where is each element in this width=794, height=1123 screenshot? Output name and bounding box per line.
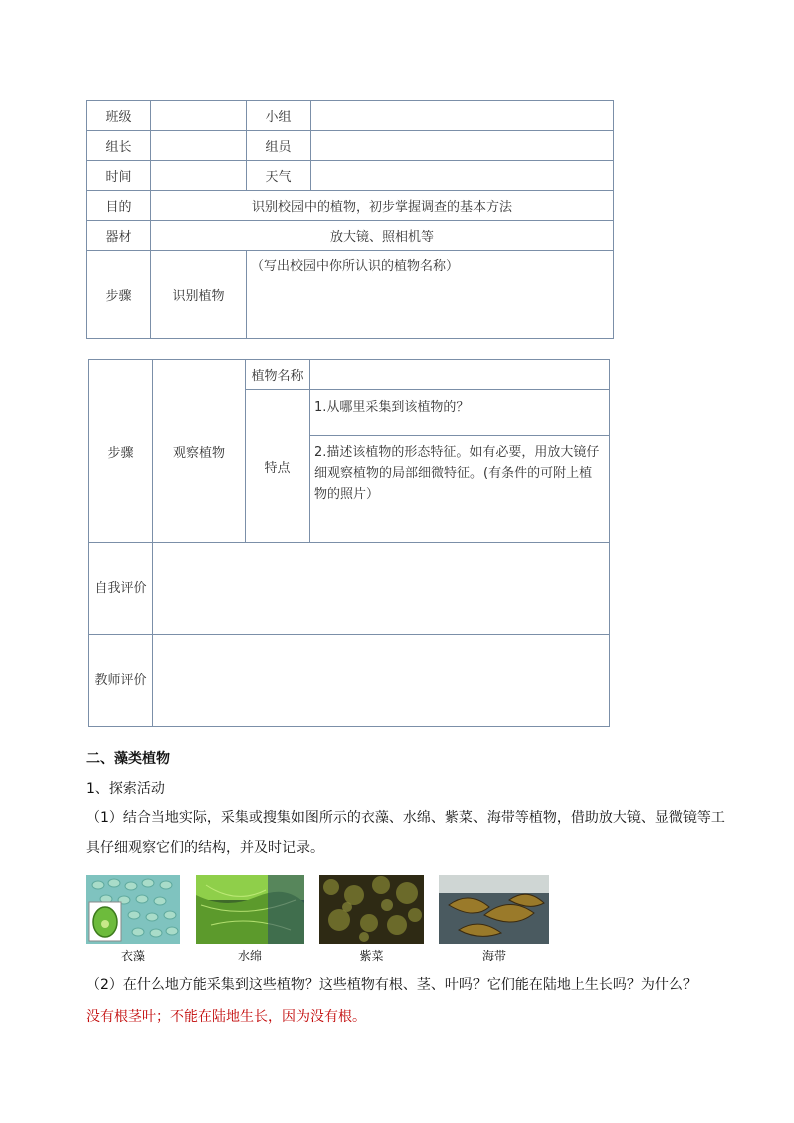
survey-info-table — [86, 100, 614, 339]
answer-text: 没有根茎叶；不能在陆地生长，因为没有根。 — [86, 1009, 366, 1025]
activity-paragraph-2: （2）在什么地方能采集到这些植物？这些植物有根、茎、叶吗？它们能在陆地上生长吗？为什么？ — [86, 977, 697, 993]
steps-label-2: 步骤 — [89, 360, 153, 543]
member-field[interactable] — [311, 131, 614, 161]
plant-name-field[interactable] — [310, 360, 610, 390]
time-label: 时间 — [87, 161, 151, 191]
caption-spirogyra: 水绵 — [237, 949, 262, 963]
leader-label: 组长 — [87, 131, 151, 161]
laver-image — [319, 875, 424, 944]
teacher-eval-field[interactable] — [153, 635, 610, 727]
time-field[interactable] — [151, 161, 247, 191]
observe-plant-label: 观察植物 — [153, 360, 246, 543]
feature-label: 特点 — [246, 390, 310, 543]
equipment-value: 放大镜、照相机等 — [151, 221, 614, 251]
leader-field[interactable] — [151, 131, 247, 161]
plant-name-label: 植物名称 — [246, 360, 310, 390]
spirogyra-image — [196, 875, 304, 944]
subheading-explore: 1、探索活动 — [86, 781, 165, 797]
self-eval-field[interactable] — [153, 543, 610, 635]
weather-label: 天气 — [247, 161, 311, 191]
group-field[interactable] — [311, 101, 614, 131]
equipment-label: 器材 — [87, 221, 151, 251]
teacher-eval-label: 教师评价 — [89, 635, 153, 727]
question-collect-location[interactable]: 1.从哪里采集到该植物的？ — [310, 390, 610, 436]
self-eval-label: 自我评价 — [89, 543, 153, 635]
kelp-image — [439, 875, 549, 944]
purpose-value: 识别校园中的植物，初步掌握调查的基本方法 — [151, 191, 614, 221]
purpose-label: 目的 — [87, 191, 151, 221]
caption-kelp: 海带 — [481, 949, 506, 963]
chlamydomonas-image — [86, 875, 180, 944]
caption-laver: 紫菜 — [359, 949, 384, 963]
weather-field[interactable] — [311, 161, 614, 191]
steps-label: 步骤 — [87, 251, 151, 339]
class-field[interactable] — [151, 101, 247, 131]
observation-table — [88, 359, 610, 727]
question-describe-features[interactable]: 2.描述该植物的形态特征。如有必要，用放大镜仔细观察植物的局部细微特征。(有条件的可附上植物的照片） — [310, 436, 610, 543]
group-label: 小组 — [247, 101, 311, 131]
identify-plant-label: 识别植物 — [151, 251, 247, 339]
identify-plant-field[interactable]: （写出校园中你所认识的植物名称） — [247, 251, 614, 339]
member-label: 组员 — [247, 131, 311, 161]
section-heading: 二、藻类植物 — [86, 751, 170, 767]
activity-paragraph-1: （1）结合当地实际，采集或搜集如图所示的衣藻、水绵、紫菜、海带等植物，借助放大镜、显微镜等工具仔细观察它们的结构，并及时记录。 — [86, 810, 725, 856]
caption-chlamydomonas: 衣藻 — [120, 949, 145, 963]
class-label: 班级 — [87, 101, 151, 131]
